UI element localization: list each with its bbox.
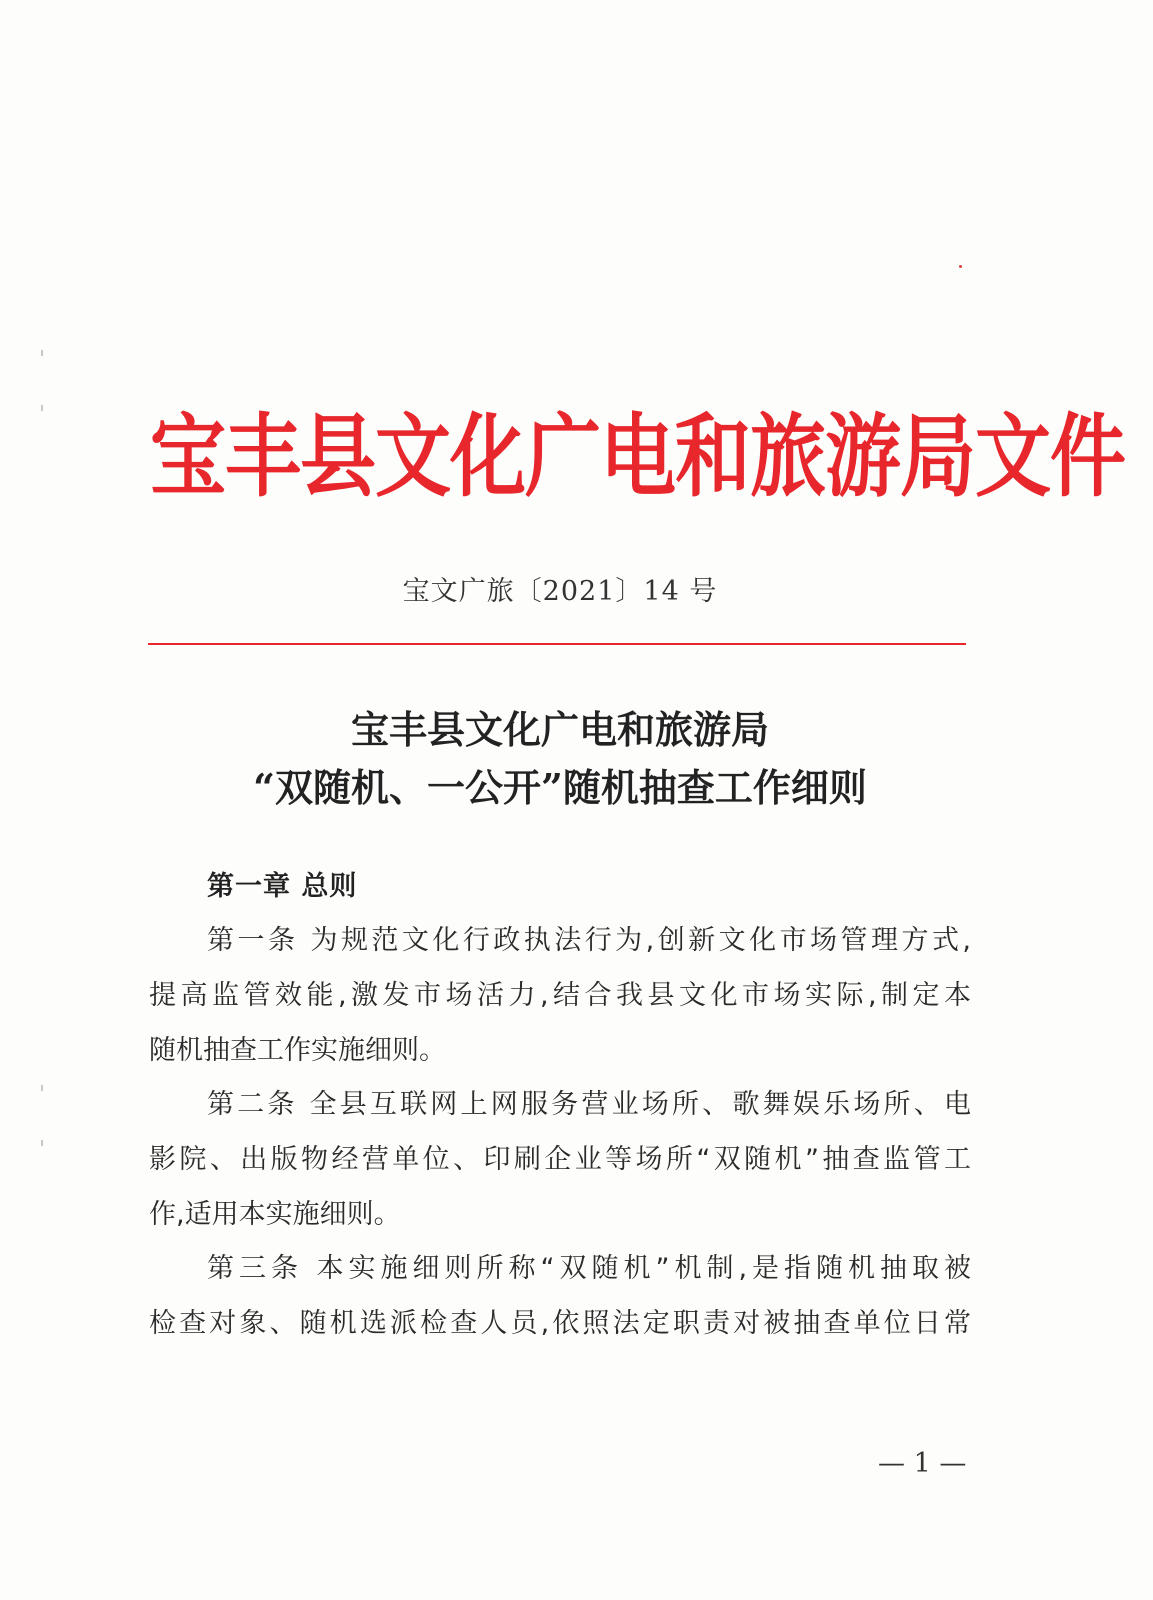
red-separator-line [148,643,966,645]
scan-speck [41,1140,43,1146]
chapter-heading: 第一章 总则 [207,871,358,902]
document-title-line-1: 宝丰县文化广电和旅游局 [350,707,769,752]
document-number: 宝文广旅〔2021〕14 号 [402,576,718,607]
body-line: 作,适用本实施细则。 [149,1199,401,1230]
body-line: 第二条 全县互联网上网服务营业场所、歌舞娱乐场所、电 [207,1089,971,1120]
scan-speck [41,405,43,411]
page-number: — 1 — [878,1448,967,1479]
document-title-line-2: “双随机、一公开”随机抽查工作细则 [253,765,867,810]
body-line: 随机抽查工作实施细则。 [149,1035,446,1066]
body-line: 影院、出版物经营单位、印刷企业等场所“双随机”抽查监管工 [149,1144,971,1175]
body-line: 提高监管效能,激发市场活力,结合我县文化市场实际,制定本 [149,980,971,1011]
body-line: 第三条 本实施细则所称“双随机”机制,是指随机抽取被 [207,1253,971,1284]
scan-speck [41,350,43,356]
scan-speck [41,1085,43,1091]
body-line: 检查对象、随机选派检查人员,依照法定职责对被抽查单位日常 [149,1308,971,1339]
red-masthead: 宝丰县文化广电和旅游局文件 [150,403,1125,509]
body-line: 第一条 为规范文化行政执法行为,创新文化市场管理方式, [207,925,971,956]
scan-red-dot [959,265,962,268]
